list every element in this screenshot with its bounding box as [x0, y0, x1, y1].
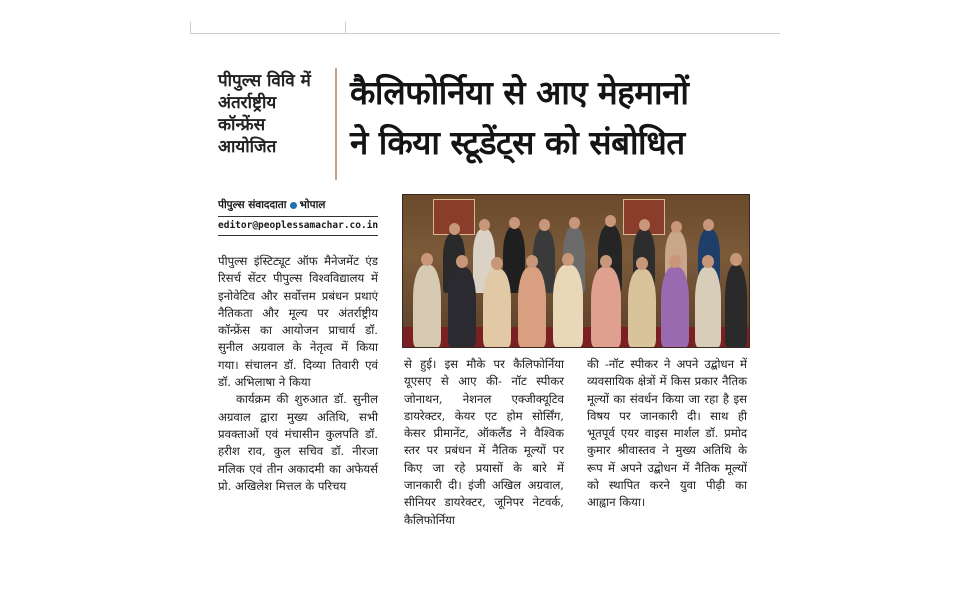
photo-head	[539, 219, 550, 231]
event-group-photo	[402, 194, 750, 348]
photo-person	[448, 267, 476, 347]
headline-line-2: ने किया स्टूडेंट्स को संबोधित	[350, 123, 685, 162]
editor-email: editor@peoplessamachar.co.in	[218, 220, 378, 236]
photo-head	[491, 257, 503, 270]
kicker-separator	[335, 68, 343, 180]
bullet-dot-icon	[290, 202, 297, 209]
photo-head	[639, 219, 650, 231]
photo-person	[725, 265, 747, 347]
column-3-paragraph: की -नॉट स्पीकर ने अपने उद्बोधन में व्यवसायिक क्षेत्रों में किस प्रकार नैतिक मूल्यों का संवर्धन किया जा रहा है इस विषय पर जानकारी दी। साथ ही भूतपूर्व एयर वाइस मार्शल डॉ. प्रमोद कुमार श्रीवास्तव ने मुख्य अतिथि के रूप में अपने उद्बोधन में नैतिक मूल्यों को स्थापित करने युवा पीढ़ी का आह्वान किया।	[587, 357, 747, 510]
photo-person	[661, 267, 689, 347]
photo-person	[518, 267, 546, 347]
kicker-heading: पीपुल्स विवि में अंतर्राष्ट्रीय कॉन्फ्रेंस आयोजित	[218, 71, 311, 157]
photo-person	[483, 269, 511, 347]
photo-head	[569, 217, 580, 229]
headline-line-1: कैलिफोर्निया से आए मेहमानों	[350, 73, 689, 112]
photo-person	[553, 265, 583, 347]
photo-head	[669, 255, 681, 268]
photo-person	[628, 269, 656, 347]
article-column-2	[404, 356, 564, 529]
byline	[218, 198, 378, 217]
headline	[350, 68, 760, 168]
article-column-1	[218, 253, 378, 495]
reporter-name: पीपुल्स संवाददाता	[218, 199, 287, 211]
photo-head	[449, 223, 460, 235]
photo-person	[695, 267, 721, 347]
photo-head	[421, 253, 433, 266]
photo-head	[479, 219, 490, 231]
photo-head	[600, 255, 612, 268]
photo-head	[702, 255, 714, 268]
column-1-paragraph-2: कार्यक्रम की शुरुआत डॉ. सुनील अग्रवाल द्वारा मुख्य अतिथि, सभी प्रवक्ताओं एवं मंचासीन कुलपति डॉ. हरीश राव, कुल सचिव डॉ. नीरजा मलिक एवं तीन अकादमी का अफेयर्स प्रो. अखिलेश मित्तल के परिचय	[218, 392, 378, 493]
column-2-paragraph: से हुई। इस मौके पर कैलिफोर्निया यूएसए से आए की- नॉट स्पीकर जोनाथन, नेशनल एक्जीक्यूटिव डायरेक्टर, केयर एट होम सोर्सिंग, केसर प्रीमानेंट, ऑकलैंड ने वैश्विक स्तर पर प्रबंधन में नैतिक मूल्यों पर किए जा रहे प्रयासों के बारे में जानकारी दी। इंजी अखिल अग्रवाल, सीनियर डायरेक्टर, जूनिपर नेटवर्क, कैलिफोर्निया	[404, 357, 564, 527]
column-1-paragraph-1: पीपुल्स इंस्टिट्यूट ऑफ मैनेजमेंट एंड रिसर्च सेंटर पीपुल्स विश्वविद्यालय में इनोवेटिव और सर्वोत्तम प्रबंधन प्रथाएं नैतिकता और मूल्य पर अंतर्राष्ट्रीय कॉन्फ्रेंस का आयोजन प्राचार्य डॉ. सुनील अग्रवाल के नेतृत्व में किया गया। संचालन डॉ. दिव्या तिवारी एवं डॉ. अभिलाषा ने किया	[218, 254, 378, 390]
photo-head	[671, 221, 682, 233]
photo-head	[456, 255, 468, 268]
photo-head	[526, 255, 538, 268]
rule-tick-mid	[345, 22, 346, 34]
article-column-3	[587, 356, 747, 512]
photo-person	[413, 265, 441, 347]
photo-head	[605, 215, 616, 227]
dateline-city: भोपाल	[299, 199, 326, 211]
photo-head	[636, 257, 648, 270]
photo-head	[562, 253, 574, 266]
page-top-rule	[190, 33, 780, 34]
news-clipping	[190, 60, 770, 560]
photo-person	[591, 267, 621, 347]
photo-head	[703, 219, 714, 231]
photo-head	[730, 253, 742, 266]
photo-head	[509, 217, 520, 229]
rule-tick-left	[190, 22, 191, 34]
